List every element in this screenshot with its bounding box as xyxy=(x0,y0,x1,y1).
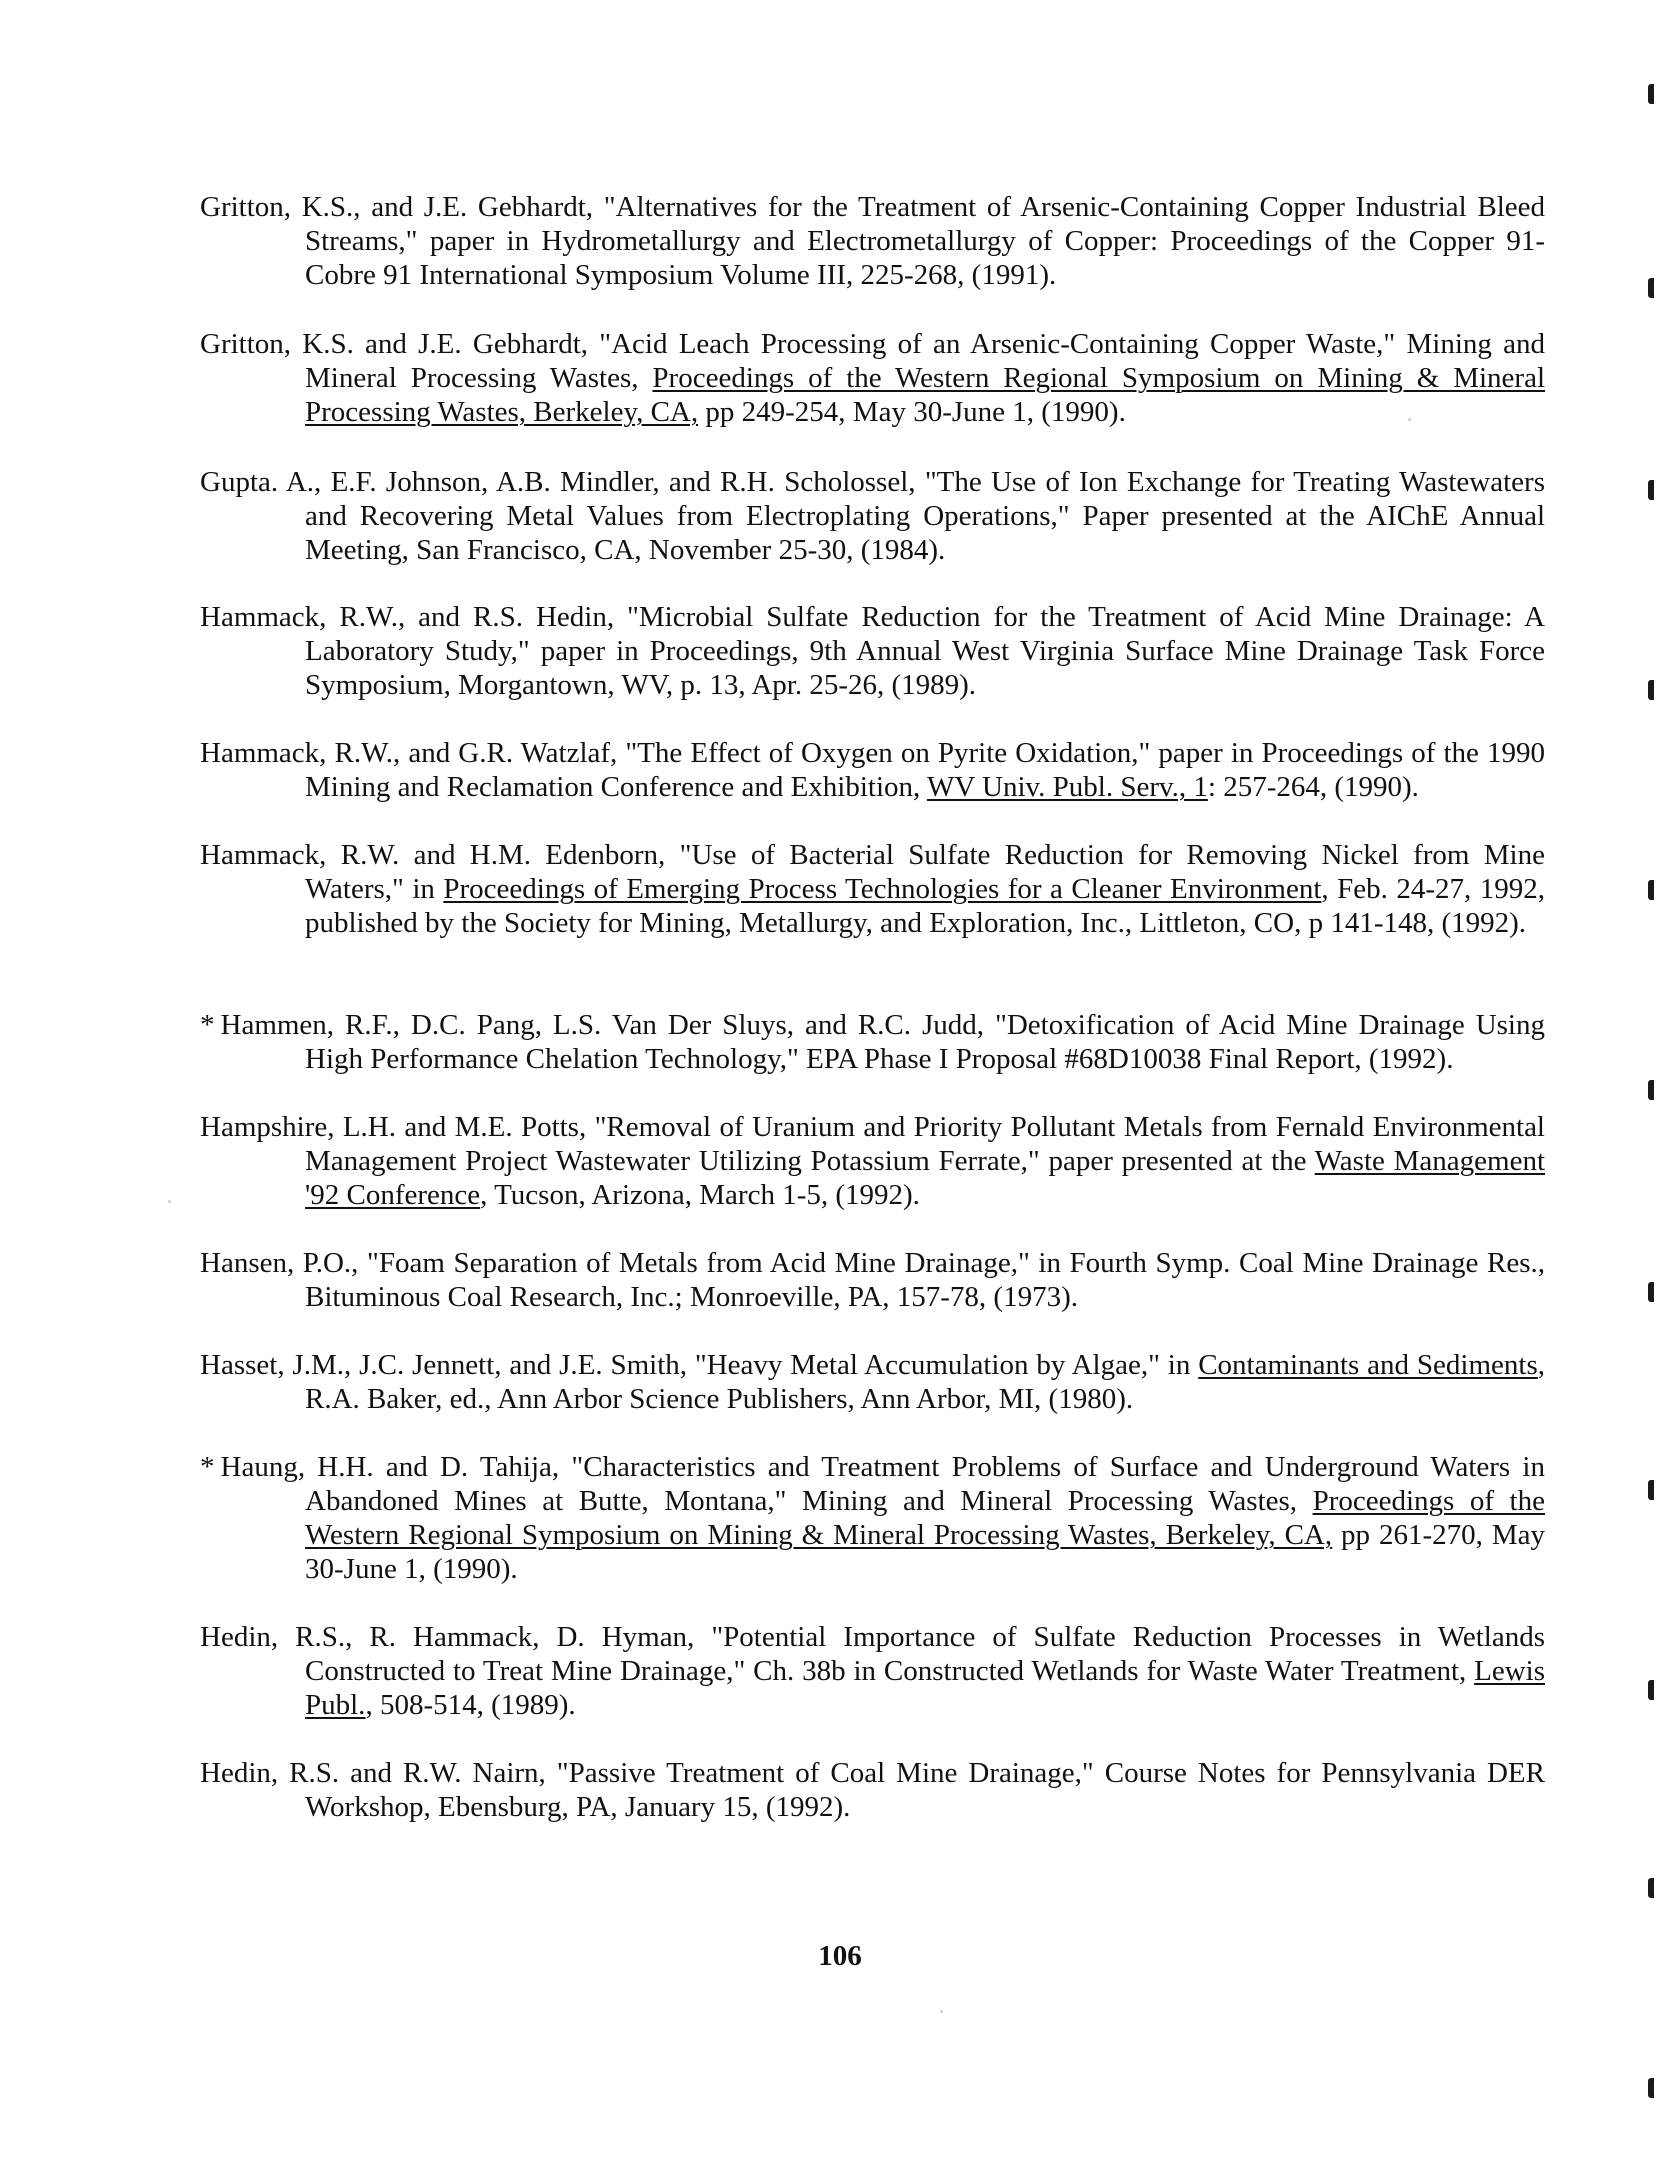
reference-title-underlined: Proceedings of the Western Regional Symposium on Mining & Mineral Processing Wastes, Berkeley, CA, xyxy=(305,362,1545,428)
reference-text: pp 249-254, May 30-June 1, (1990). xyxy=(698,396,1126,428)
reference-text: Hammack, R.W. and H.M. Edenborn, "Use of Bacterial Sulfate Reduction for Removing Nickel from Mine Waters," in xyxy=(200,839,1545,905)
reference-text: , 508-514, (1989). xyxy=(365,1689,576,1721)
reference-title-underlined: Lewis Publ. xyxy=(305,1655,1545,1721)
reference-entry xyxy=(200,1008,1545,1076)
reference-text: Hampshire, L.H. and M.E. Potts, "Removal of Uranium and Priority Pollutant Metals from Fernald Environmental Management Project Wastewater Utilizing Potassium Ferrate," paper presented at the xyxy=(200,1111,1545,1177)
reference-entry xyxy=(200,1450,1545,1586)
reference-entry xyxy=(200,1110,1545,1212)
reference-entry xyxy=(200,736,1545,804)
scan-mark xyxy=(1648,880,1654,900)
reference-title-underlined: Proceedings of Emerging Process Technologies for a Cleaner Environment xyxy=(443,873,1322,905)
reference-entry xyxy=(200,1246,1545,1314)
scan-speck xyxy=(1408,418,1411,421)
scan-mark xyxy=(1648,1878,1654,1898)
scan-mark xyxy=(1648,480,1654,500)
reference-text: Hedin, R.S. and R.W. Nairn, "Passive Treatment of Coal Mine Drainage," Course Notes for Pennsylvania DER Workshop, Ebensburg, PA, January 15, (1992). xyxy=(200,1757,1545,1823)
reference-title-underlined: Contaminants and Sediments xyxy=(1198,1349,1538,1381)
reference-title-underlined: WV Univ. Publ. Serv., 1 xyxy=(927,771,1208,803)
reference-entry xyxy=(200,327,1545,429)
reference-title-underlined: Waste Management '92 Conference xyxy=(305,1145,1546,1211)
scan-mark xyxy=(1648,1480,1654,1500)
scan-mark xyxy=(1648,278,1654,298)
scan-mark xyxy=(1648,2078,1654,2098)
scan-mark xyxy=(1648,1282,1654,1302)
reference-text: Hammack, R.W., and G.R. Watzlaf, "The Effect of Oxygen on Pyrite Oxidation," paper in Proceedings of the 1990 Mining and Reclamation Conference and Exhibition, xyxy=(200,737,1545,803)
reference-text: Hammack, R.W., and R.S. Hedin, "Microbial Sulfate Reduction for the Treatment of Acid Mine Drainage: A Laboratory Study," paper in Proceedings, 9th Annual West Virginia Surface Mine Drainage Task Force Symposium, Morgantown, WV, p. 13, Apr. 25-26, (1989). xyxy=(200,601,1545,701)
reference-text: , Tucson, Arizona, March 1-5, (1992). xyxy=(480,1179,920,1211)
scan-speck xyxy=(940,2010,943,2013)
reference-text: Hedin, R.S., R. Hammack, D. Hyman, "Potential Importance of Sulfate Reduction Processes in Wetlands Constructed to Treat Mine Drainage," Ch. 38b in Constructed Wetlands for Waste Water Treatment, xyxy=(200,1621,1545,1687)
reference-text: , Feb. 24-27, 1992, published by the Society for Mining, Metallurgy, and Exploration, Inc., Littleton, CO, p 141-148, (1992). xyxy=(305,873,1545,939)
reference-text: Hasset, J.M., J.C. Jennett, and J.E. Smith, "Heavy Metal Accumulation by Algae," in xyxy=(200,1349,1199,1381)
reference-entry xyxy=(200,465,1545,567)
reference-text: : 257-264, (1990). xyxy=(1207,771,1419,803)
reference-text: Gritton, K.S., and J.E. Gebhardt, "Alternatives for the Treatment of Arsenic-Containing Copper Industrial Bleed Streams," paper in Hydrometallurgy and Electrometallurgy of Copper: Proceedings of the Copper 91-Cobre 91 International Symposium Volume III, 225-268, (1991). xyxy=(200,191,1545,291)
reference-star: * xyxy=(200,1451,215,1483)
page-number: 106 xyxy=(818,1940,862,1972)
reference-entry xyxy=(200,1756,1545,1824)
reference-entry xyxy=(200,1620,1545,1722)
reference-entry xyxy=(200,600,1545,702)
reference-text: pp 261-270, May 30-June 1, (1990). xyxy=(305,1519,1545,1585)
reference-entry xyxy=(200,190,1545,292)
reference-text: Hammen, R.F., D.C. Pang, L.S. Van Der Sluys, and R.C. Judd, "Detoxification of Acid Mine Drainage Using High Performance Chelation Technology," EPA Phase I Proposal #68D10038 Final Report, (1992). xyxy=(220,1009,1545,1075)
reference-entry xyxy=(200,838,1545,940)
reference-text: Gupta. A., E.F. Johnson, A.B. Mindler, and R.H. Scholossel, "The Use of Ion Exchange for Treating Wastewaters and Recovering Metal Values from Electroplating Operations," Paper presented at the AIChE Annual Meeting, San Francisco, CA, November 25-30, (1984). xyxy=(200,466,1545,566)
reference-text: Hansen, P.O., "Foam Separation of Metals from Acid Mine Drainage," in Fourth Symp. Coal Mine Drainage Res., Bituminous Coal Research, Inc.; Monroeville, PA, 157-78, (1973). xyxy=(200,1247,1545,1313)
reference-entry xyxy=(200,1348,1545,1416)
reference-text: , R.A. Baker, ed., Ann Arbor Science Publishers, Ann Arbor, MI, (1980). xyxy=(305,1349,1545,1415)
scan-mark xyxy=(1648,680,1654,700)
scan-speck xyxy=(168,1200,171,1203)
reference-star: * xyxy=(200,1009,215,1041)
reference-text: Gritton, K.S. and J.E. Gebhardt, "Acid Leach Processing of an Arsenic-Containing Copper Waste," Mining and Mineral Processing Wastes, xyxy=(200,328,1545,394)
scan-mark xyxy=(1648,1680,1654,1700)
reference-text: Haung, H.H. and D. Tahija, "Characteristics and Treatment Problems of Surface and Underground Waters in Abandoned Mines at Butte, Montana," Mining and Mineral Processing Wastes, xyxy=(220,1451,1545,1517)
scan-mark xyxy=(1648,84,1654,104)
reference-title-underlined: Proceedings of the Western Regional Symposium on Mining & Mineral Processing Wastes, Berkeley, CA, xyxy=(305,1485,1545,1551)
scan-mark xyxy=(1648,1080,1654,1100)
